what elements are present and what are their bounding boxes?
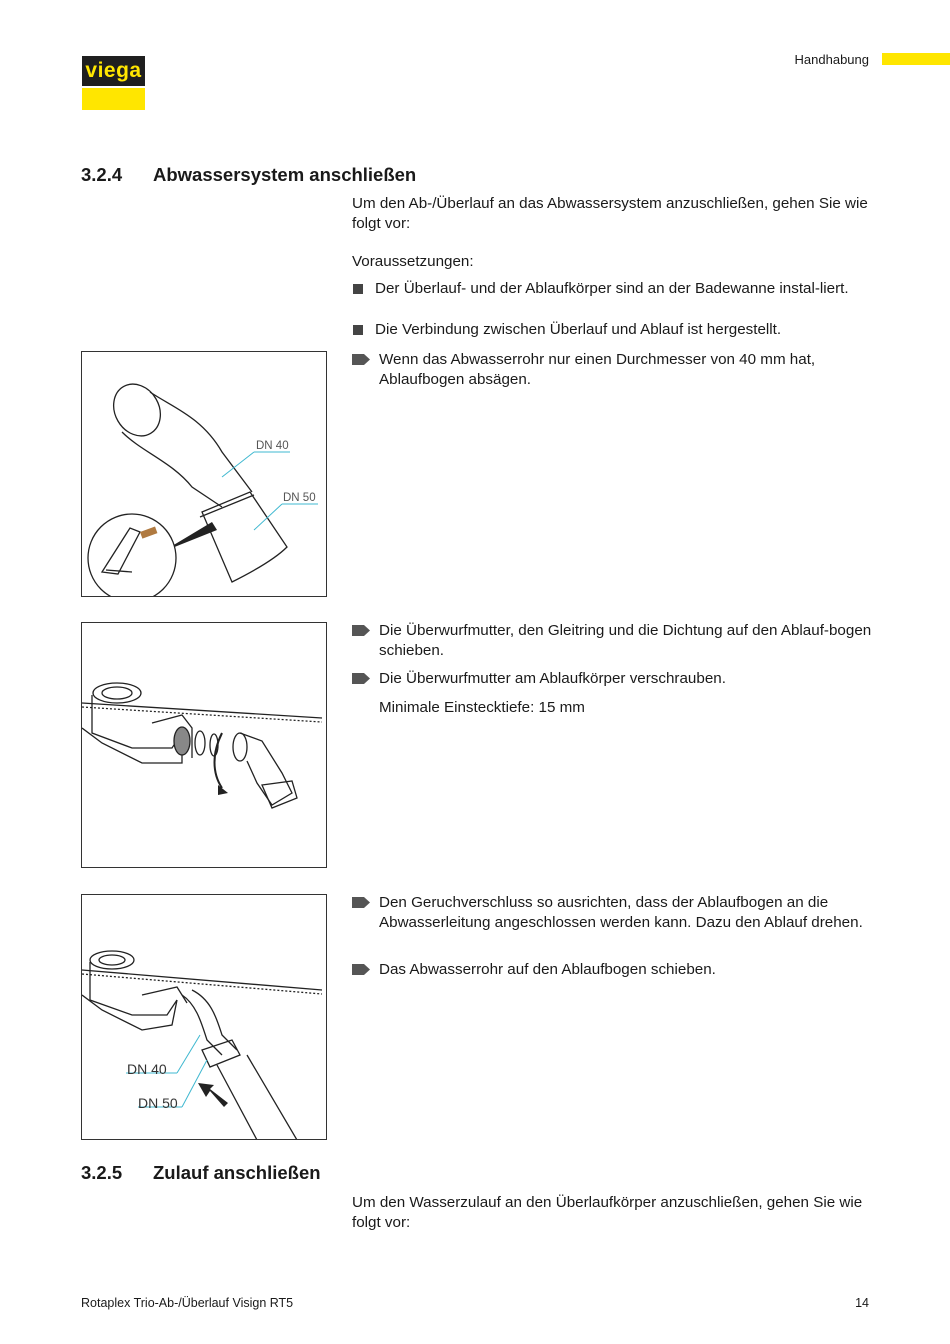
figure-cut-elbow [81, 351, 327, 597]
section-325-intro: Um den Wasserzulauf an den Überlaufkörper anzuschließen, gehen Sie wie folgt vor: [352, 1194, 863, 1231]
section-324-intro: Um den Ab-/Überlauf an das Abwassersystem anzuschließen, gehen Sie wie folgt vor: [352, 195, 868, 232]
step-item [352, 350, 872, 389]
arrow-bullet-icon [352, 897, 370, 908]
step-item [352, 621, 872, 660]
step-item-text: Das Abwasserrohr auf den Ablaufbogen schieben. [379, 961, 716, 978]
prereq-label: Voraussetzungen: [352, 253, 474, 270]
fig3-label-dn40: DN 40 [127, 1061, 167, 1077]
fig1-label-dn50: DN 50 [283, 492, 316, 504]
step-item [352, 960, 872, 980]
step-item [352, 669, 872, 689]
header-yellow-bar [882, 53, 950, 65]
arrow-bullet-icon [352, 354, 370, 365]
nut-assembly-illustration [82, 623, 327, 868]
footer-page-number: 14 [855, 1296, 869, 1310]
section-325-number: 3.2.5 [81, 1162, 123, 1183]
elbow-cut-illustration [82, 352, 327, 597]
figure-attach-pipe [81, 894, 327, 1140]
square-bullet-icon [353, 284, 363, 294]
section-325-title: Zulauf anschließen [153, 1162, 321, 1183]
arrow-bullet-icon [352, 964, 370, 975]
pipe-connection-illustration [82, 895, 327, 1140]
header-section-label: Handhabung [794, 52, 869, 67]
step-item-text: Die Überwurfmutter am Ablaufkörper verschrauben. [379, 670, 726, 687]
min-depth-note: Minimale Einstecktiefe: 15 mm [379, 699, 585, 716]
logo-yellow-bar [82, 88, 145, 110]
footer-product-name: Rotaplex Trio-Ab-/Überlauf Visign RT5 [81, 1296, 294, 1310]
fig1-label-dn40: DN 40 [256, 440, 289, 452]
square-bullet-icon [353, 325, 363, 335]
logo-text: viega [82, 56, 145, 86]
step-item-text: Die Überwurfmutter, den Gleitring und die Dichtung auf den Ablauf-bogen schieben. [379, 622, 872, 659]
section-324-number: 3.2.4 [81, 164, 123, 185]
viega-logo [82, 56, 145, 110]
arrow-bullet-icon [352, 625, 370, 636]
figure-slide-nut [81, 622, 327, 868]
fig3-label-dn50: DN 50 [138, 1095, 178, 1111]
arrow-bullet-icon [352, 673, 370, 684]
prereq-item-text: Der Überlauf- und der Ablaufkörper sind an der Badewanne instal-liert. [375, 280, 849, 297]
step-item-text: Wenn das Abwasserrohr nur einen Durchmesser von 40 mm hat, Ablaufbogen absägen. [379, 351, 816, 388]
prereq-item-text: Die Verbindung zwischen Überlauf und Ablauf ist hergestellt. [375, 321, 782, 338]
section-324-title: Abwassersystem anschließen [153, 164, 417, 185]
step-item-text: Den Geruchverschluss so ausrichten, dass der Ablaufbogen an die Abwasserleitung angeschlossen werden kann. Dazu den Ablauf drehen. [379, 894, 863, 931]
step-item [352, 893, 872, 932]
prereq-item [352, 320, 872, 340]
prereq-item [352, 279, 872, 299]
